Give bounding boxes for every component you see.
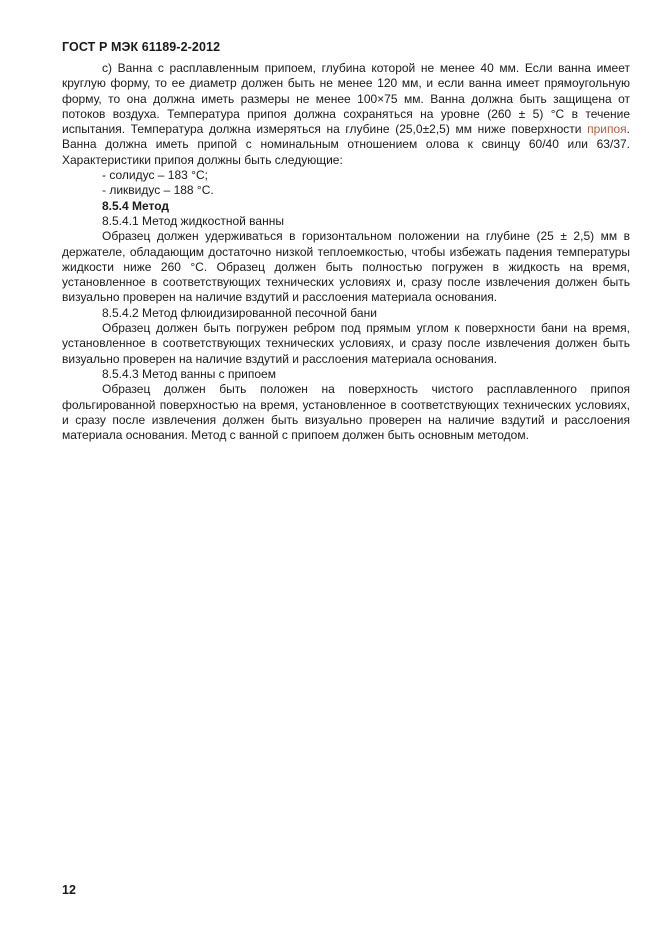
solder-link[interactable]: припоя xyxy=(587,122,627,137)
paragraph-text: с) Ванна с расплавленным припоем, глубина которой не менее 40 мм. Если ванна имеет круглую форму, то ее диаметр должен быть не менее 120 мм, и если ванна имеет прямоугольную форму, то она должна иметь размеры не менее 100×75 мм. Ванна должна быть защищена от потоков воздуха. Температура припоя должна сохраняться на уровне (260 ± 5) °С в течение испытания. Температура должна измеряться на глубине (25,0±2,5) мм ниже поверхности xyxy=(62,61,630,137)
paragraph-text: . Ванна должна иметь припой с номинальным отношением олова к свинцу 60/40 или 63/37. Характеристики припоя должны быть следующие: xyxy=(62,122,630,167)
section-heading-8-5-4: 8.5.4 Метод xyxy=(102,198,170,213)
document-header: ГОСТ Р МЭК 61189-2-2012 xyxy=(62,40,221,54)
paragraph-sand-bath: Образец должен быть погружен ребром под прямым углом к поверхности бани на время, установленное в соответствующих технических условиях, и сразу после извлечения должен быть визуально проверен на наличие вздутий и расслоения материала основания. xyxy=(62,321,630,366)
document-body xyxy=(62,61,630,443)
subsection-heading-8-5-4-3: 8.5.4.3 Метод ванны с припоем xyxy=(102,366,276,381)
list-item-liquidus: - ликвидус – 188 °С. xyxy=(102,183,214,198)
paragraph-liquid-bath: Образец должен удерживаться в горизонтальном положении на глубине (25 ± 2,5) мм в держателе, обладающим достаточно низкой теплоемкостью, чтобы избежать падения температуры жидкости ниже 260 °С. Образец должен быть полностью погружен в жидкость на время, установленное в соответствующих технических условиях и, сразу после извлечения должен быть визуально проверен на наличие вздутий и расслоения материала основания. xyxy=(62,229,630,305)
list-item-solidus: - солидус – 183 °С; xyxy=(102,168,208,183)
subsection-heading-8-5-4-2: 8.5.4.2 Метод флюидизированной песочной бани xyxy=(102,305,377,320)
paragraph-bath-description xyxy=(62,61,630,168)
page-number: 12 xyxy=(62,883,76,897)
subsection-heading-8-5-4-1: 8.5.4.1 Метод жидкостной ванны xyxy=(102,213,284,228)
paragraph-solder-bath: Образец должен быть положен на поверхность чистого расплавленного припоя фольгированной поверхностью на время, установленное в соответствующих технических условиях, и сразу после извлечения должен быть визуально проверен на наличие вздутий и расслоения материала основания. Метод с ванной с припоем должен быть основным методом. xyxy=(62,382,630,443)
